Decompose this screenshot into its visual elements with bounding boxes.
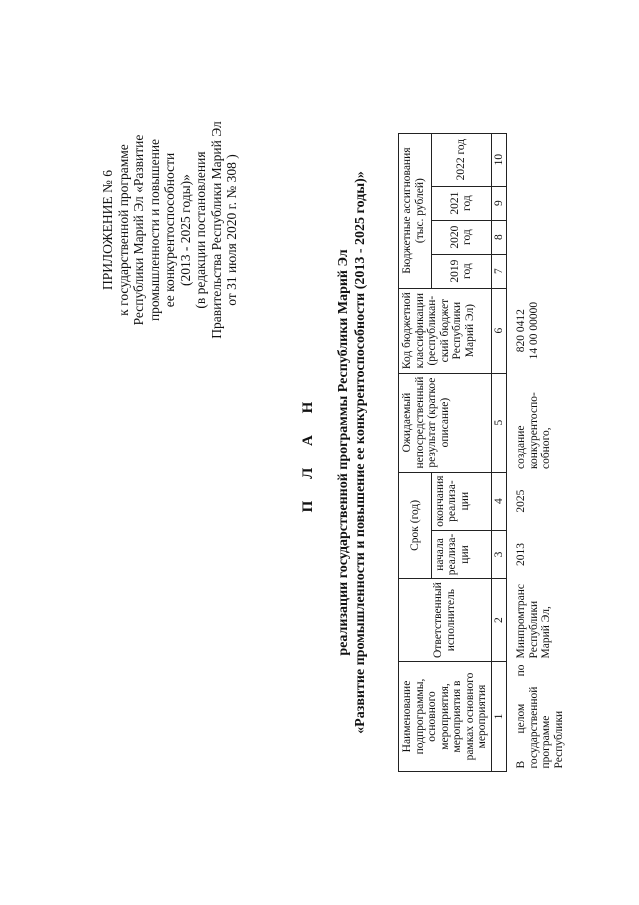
appendix-line: (в редакции постановления: [193, 151, 208, 309]
document-title: [300, 0, 369, 905]
appendix-line: к государственной программе: [115, 144, 131, 316]
row-budget-code: [507, 288, 568, 373]
header-name: Наименование подпрограммы, основного мероприятия, мероприятия в рамках основного мероприятия: [399, 662, 492, 772]
row-2022-value: [507, 133, 568, 186]
row-result: создание конкурентоспо-собного,: [515, 392, 552, 470]
column-number: 7: [491, 254, 507, 288]
row-end-year: 2025: [515, 489, 527, 513]
header-term-start: начала реализа-ции: [431, 530, 491, 579]
row-2020-value: [507, 220, 568, 254]
column-number: 3: [491, 530, 507, 579]
appendix-line: (2013 - 2025 годы)»: [177, 174, 193, 286]
column-number: 9: [491, 186, 507, 220]
appendix-line: ее конкурентоспособности: [162, 152, 177, 308]
row-2019-value: [507, 254, 568, 288]
row-2021-value: [507, 186, 568, 220]
row-name: В целом по государственной программе Республики: [515, 664, 565, 769]
appendix-line: Правительства Республики Марий Эл: [208, 121, 224, 339]
row-start-year: 2013: [515, 542, 527, 566]
appendix-line: ПРИЛОЖЕНИЕ № 6: [100, 169, 115, 291]
appendix-line: Республики Марий Эл «Развитие: [131, 134, 146, 326]
column-number: 5: [491, 373, 507, 472]
header-term: Срок (год): [399, 472, 432, 579]
column-number: 2: [491, 579, 507, 662]
column-number: 8: [491, 220, 507, 254]
row-executor: Минпромтранс Республики Марий Эл,: [515, 583, 552, 659]
table-row: [507, 133, 568, 771]
header-term-end: окончания реализа-ции: [431, 472, 491, 530]
column-number: 10: [491, 133, 507, 186]
plan-table: [398, 133, 567, 772]
column-number-row: [491, 133, 507, 771]
plan-subtitle: реализации государственной программы Республики Марий Эл: [336, 249, 351, 656]
header-allocations: Бюджетные ассигнования (тыс. рублей): [399, 133, 432, 288]
header-year-2021: 2021 год: [431, 186, 491, 220]
header-year-2019: 2019 год: [431, 254, 491, 288]
column-number: 1: [491, 662, 507, 772]
header-executor: Ответственный исполнитель: [399, 579, 492, 662]
column-number: 6: [491, 288, 507, 373]
plan-subtitle-program: «Развитие промышленности и повышение ее конкурентоспособности (2013 - 2025 годы)»: [353, 171, 368, 734]
budget-code-line: 14 00 00000: [527, 301, 540, 360]
column-number: 4: [491, 472, 507, 530]
header-budget-code: Код бюджетной классификации (республикан-ский бюджет Республики Марий Эл): [399, 288, 492, 373]
header-year-2020: 2020 год: [431, 220, 491, 254]
header-year-2022: 2022 год: [431, 133, 491, 186]
appendix-line: промышленности и повышение: [146, 138, 162, 322]
appendix-line: от 31 июля 2020 г. № 308 ): [224, 154, 239, 306]
plan-heading: П Л А Н: [300, 392, 316, 513]
budget-code-line: 820 0412: [515, 309, 527, 353]
appendix-block: [100, 80, 240, 380]
header-result: Ожидаемый непосредственный результат (краткое описание): [399, 373, 492, 472]
